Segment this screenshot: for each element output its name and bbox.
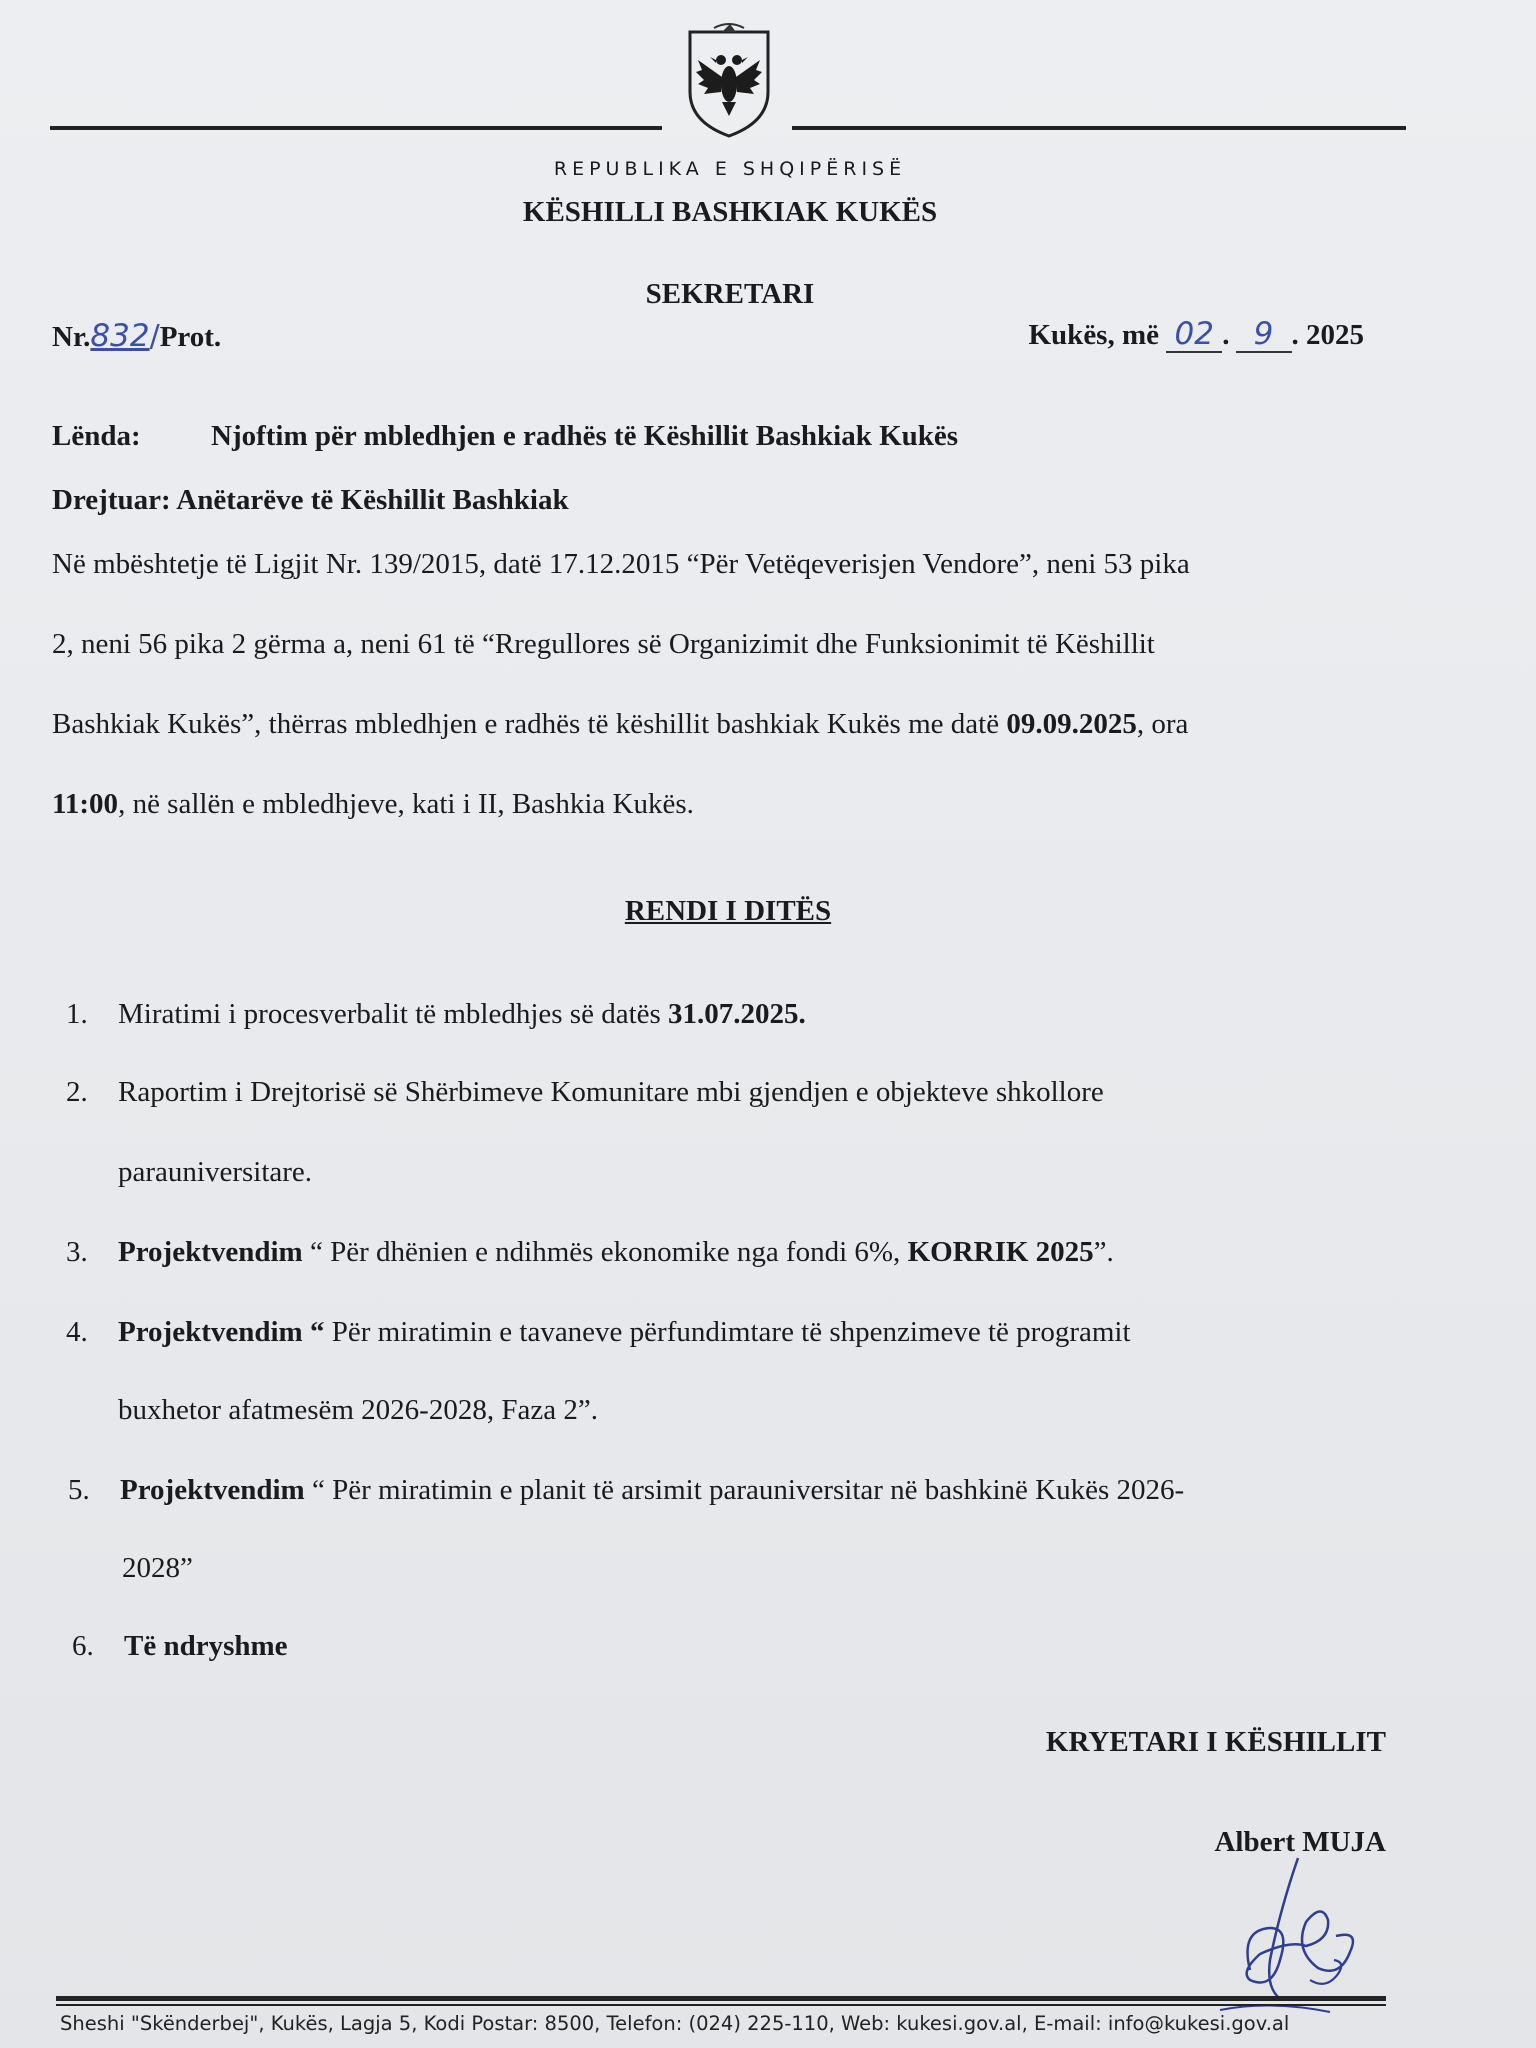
body-line-3-end: , ora bbox=[1136, 708, 1189, 740]
footer-contact: Sheshi "Skënderbej", Kukës, Lagja 5, Kodi Postar: 8500, Telefon: (024) 225-110, Web: kukesi.gov.al, E-mail: info@kukesi.gov.al bbox=[60, 2012, 1290, 2035]
date-year: . 2025 bbox=[1291, 319, 1364, 351]
agenda-item-3-label: Projektvendim bbox=[118, 1236, 303, 1268]
protocol-suffix: Prot. bbox=[159, 321, 222, 353]
header-rule-left bbox=[50, 126, 662, 130]
subject-label: Lënda: bbox=[52, 420, 141, 452]
agenda-item-6: Të ndryshme bbox=[124, 1630, 288, 1662]
agenda-item-5-number: 5. bbox=[68, 1474, 90, 1506]
agenda-item-2-line-1: Raportim i Drejtorisë së Shërbimeve Komunitare mbi gjendjen e objekteve shkollore bbox=[118, 1076, 1104, 1108]
signatory-name: Albert MUJA bbox=[1214, 1826, 1386, 1858]
agenda-item-1-date: 31.07.2025. bbox=[668, 998, 806, 1030]
footer-rule-top bbox=[56, 1996, 1386, 2001]
council-heading: KËSHILLI BASHKIAK KUKËS bbox=[522, 196, 938, 228]
body-line-3 bbox=[52, 708, 1188, 741]
agenda-item-1-number: 1. bbox=[66, 998, 88, 1030]
agenda-item-5-label: Projektvendim bbox=[120, 1474, 305, 1506]
body-line-3-text: Bashkiak Kukës”, thërras mbledhjen e radhës të këshillit bashkiak Kukës me datë bbox=[52, 708, 1007, 740]
office-heading: SEKRETARI bbox=[645, 278, 815, 310]
protocol-number-handwritten: 832 bbox=[90, 318, 150, 354]
body-line-2: 2, neni 56 pika 2 gërma a, neni 61 të “Rregullores së Organizimit dhe Funksionimit të Këshillit bbox=[52, 628, 1155, 660]
agenda-item-2-number: 2. bbox=[66, 1076, 88, 1108]
meeting-time: 11:00 bbox=[52, 788, 119, 820]
agenda-item-5-line-2: 2028” bbox=[122, 1552, 193, 1584]
agenda-item-4-number: 4. bbox=[66, 1316, 88, 1348]
agenda-item-6-number: 6. bbox=[72, 1630, 94, 1662]
agenda-item-2-line-2: parauniversitare. bbox=[118, 1156, 313, 1188]
document-date: Kukës, më 02 . 9 . 2025 bbox=[1028, 316, 1364, 352]
date-month-handwritten: 9 bbox=[1236, 318, 1292, 353]
agenda-item-3-period: KORRIK 2025 bbox=[907, 1236, 1094, 1268]
agenda-item-1-text: Miratimi i procesverbalit të mbledhjes së datës bbox=[118, 998, 669, 1030]
agenda-item-4-line-2: buxhetor afatmesëm 2026-2028, Faza 2”. bbox=[118, 1394, 598, 1426]
meeting-date: 09.09.2025 bbox=[1006, 708, 1137, 740]
agenda-item-3-end: ”. bbox=[1093, 1236, 1114, 1268]
republic-heading: REPUBLIKA E SHQIPËRISË bbox=[553, 158, 907, 180]
subject-text: Njoftim për mbledhjen e radhës të Këshillit Bashkiak Kukës bbox=[211, 420, 959, 452]
signatory-title: KRYETARI I KËSHILLIT bbox=[1045, 1726, 1386, 1758]
date-day-handwritten: 02 bbox=[1166, 318, 1222, 353]
handwritten-slash: / bbox=[149, 319, 160, 354]
protocol-number bbox=[52, 318, 221, 354]
agenda-item-4-line-1 bbox=[118, 1316, 1131, 1349]
footer-rule-bottom bbox=[56, 2004, 1386, 2006]
agenda-item-3-text: “ Për dhënien e ndihmës ekonomike nga fondi 6%, bbox=[302, 1236, 908, 1268]
protocol-prefix: Nr. bbox=[52, 321, 91, 353]
body-line-1: Në mbështetje të Ligjit Nr. 139/2015, datë 17.12.2015 “Për Vetëqeverisjen Vendore”, neni 53 pika bbox=[52, 548, 1190, 580]
agenda-item-3 bbox=[118, 1236, 1114, 1269]
agenda-item-4-label: Projektvendim “ bbox=[118, 1316, 325, 1348]
date-prefix: Kukës, më bbox=[1028, 319, 1159, 351]
header-rule-right bbox=[792, 126, 1406, 130]
agenda-title: RENDI I DITËS bbox=[624, 895, 832, 927]
agenda-item-4-text: Për miratimin e tavaneve përfundimtare të shpenzimeve të programit bbox=[324, 1316, 1131, 1348]
addressed-line: Drejtuar: Anëtarëve të Këshillit Bashkiak bbox=[52, 484, 569, 516]
agenda-item-1 bbox=[118, 998, 806, 1031]
albanian-emblem-icon bbox=[684, 22, 774, 140]
agenda-item-3-number: 3. bbox=[66, 1236, 88, 1268]
handwritten-signature-icon bbox=[1210, 1850, 1380, 2020]
agenda-item-5-text: “ Për miratimin e planit të arsimit parauniversitar në bashkinë Kukës 2026- bbox=[304, 1474, 1185, 1506]
agenda-item-5-line-1 bbox=[120, 1474, 1184, 1507]
subject-line bbox=[52, 420, 958, 453]
body-line-4-text: , në sallën e mbledhjeve, kati i II, Bashkia Kukës. bbox=[118, 788, 694, 820]
body-line-4 bbox=[52, 788, 694, 821]
